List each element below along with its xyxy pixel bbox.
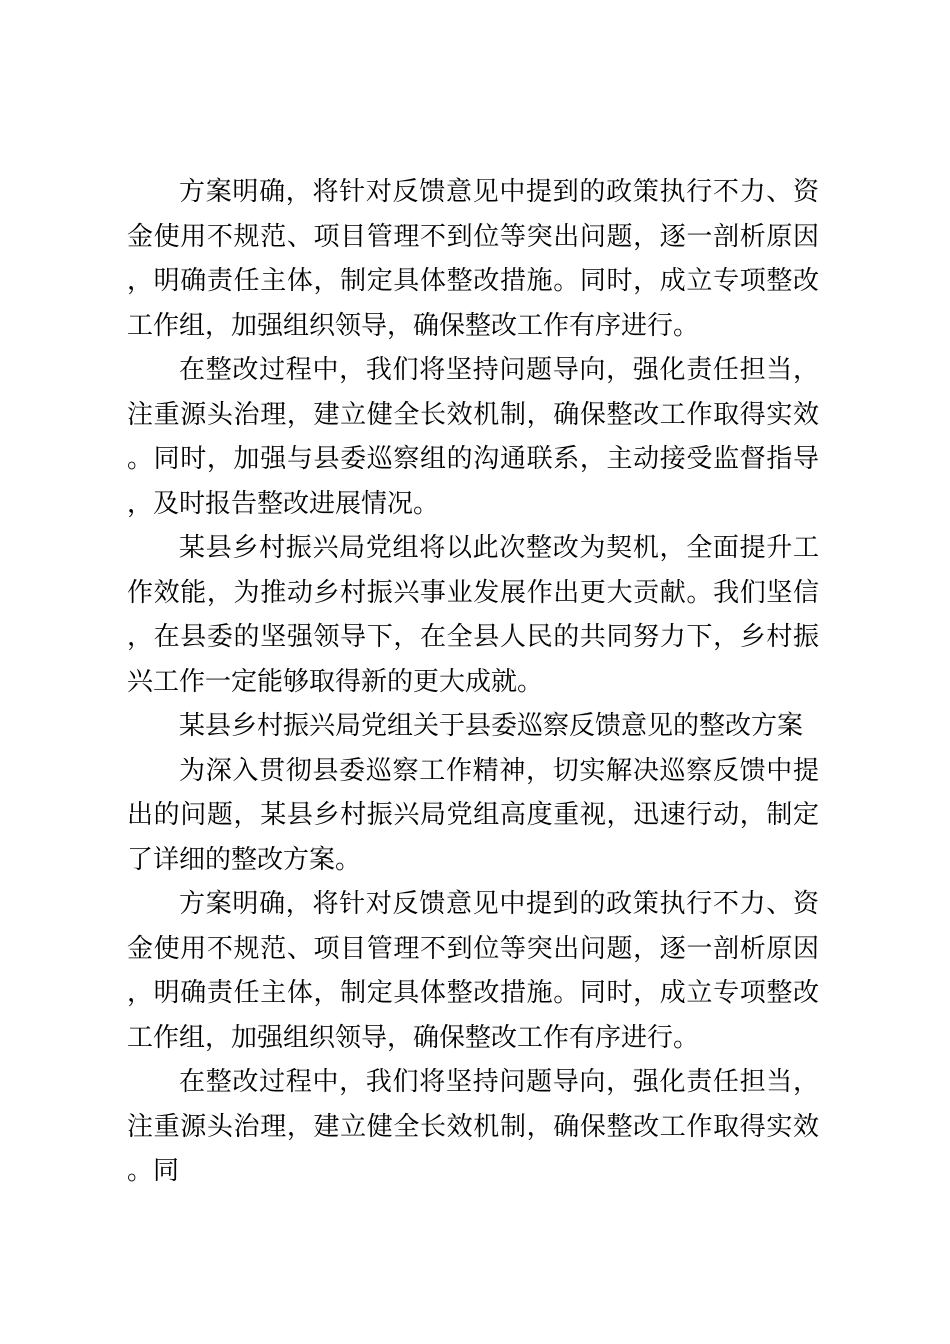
document-body <box>127 170 819 1194</box>
paragraph-plan-overview: 方案明确，将针对反馈意见中提到的政策执行不力、资金使用不规范、项目管理不到位等突出问题，逐一剖析原因，明确责任主体，制定具体整改措施。同时，成立专项整改工作组，加强组织领导，确保整改工作有序进行。 <box>127 177 819 341</box>
section-title: 某县乡村振兴局党组关于县委巡察反馈意见的整改方案 <box>179 711 804 741</box>
paragraph-rectification-process-partial: 在整改过程中，我们将坚持问题导向，强化责任担当，注重源头治理，建立健全长效机制，确保整改工作取得实效。同 <box>127 1067 819 1186</box>
paragraph-commitment: 某县乡村振兴局党组将以此次整改为契机，全面提升工作效能，为推动乡村振兴事业发展作出更大贡献。我们坚信，在县委的坚强领导下，在全县人民的共同努力下，乡村振兴工作一定能够取得新的更大成就。 <box>127 533 819 697</box>
paragraph-introduction: 为深入贯彻县委巡察工作精神，切实解决巡察反馈中提出的问题，某县乡村振兴局党组高度重视，迅速行动，制定了详细的整改方案。 <box>127 755 819 875</box>
paragraph-rectification-process: 在整改过程中，我们将坚持问题导向，强化责任担当，注重源头治理，建立健全长效机制，确保整改工作取得实效。同时，加强与县委巡察组的沟通联系，主动接受监督指导，及时报告整改进展情况。 <box>127 355 819 519</box>
paragraph-plan-overview-repeat: 方案明确，将针对反馈意见中提到的政策执行不力、资金使用不规范、项目管理不到位等突出问题，逐一剖析原因，明确责任主体，制定具体整改措施。同时，成立专项整改工作组，加强组织领导，确保整改工作有序进行。 <box>127 889 819 1053</box>
